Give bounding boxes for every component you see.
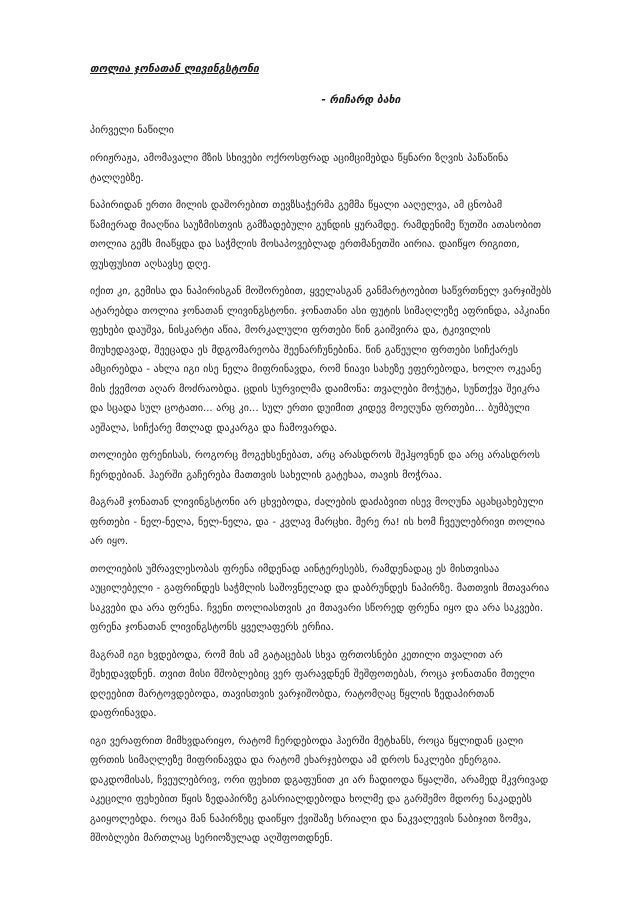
paragraph: თოლიების უმრავლესობას ფრენა იმდენად აინტერესებს, რამდენადაც ეს მისთვისაა აუცილებელი - გაფრინდეს საჭმლის საშოვნელად და დაბრუნდეს ნაპირზე. მათთვის მთავარია საკვები და არა ფრენა. ჩვენი თოლიასთვის კი მთავარი სწორედ ფრენა იყო და არა საკვები. ფრენა ჯონათან ლივინგსტონს ყველაფერს ერჩია. [90, 563, 550, 633]
document-page [90, 62, 552, 857]
paragraph: მაგრამ ჯონათან ლივინგსტონი არ ცხვებოდა, ძალების დაძაბვით ისევ მოღუნა აცახცახებული ფრთები - ნელ-ნელა, ნელ-ნელა, და - კვლავ მარცხი. მერე რა! ის ხომ ჩვეულებრივი თოლია არ იყო. [90, 497, 545, 547]
part-heading: პირველი ნაწილი [90, 125, 174, 136]
paragraph: ნაპირიდან ერთი მილის დაშორებით თევზსაჭერმა გემმა წყალი ააღელვა, ამ ცნობამ წამიერად მიაღწია საუზმისთვის გამზადებული გუნდის ყურამდე. რამდენიმე წუთში ათასობით თოლია გემს მიაწყდა და საჭმლის მოსაპოვებლად ერთმანეთში აირია. დაიწყო რიგითი, ფუსფუსით აღსავსე დღე. [90, 200, 542, 270]
paragraph: თოლიები ფრენისას, როგორც მოგეხსენებათ, არც არასდროს შეჰყოვნენ და არც არასდროს ჩერდებიან. ჰაერში გაჩერება მათთვის სახელის გატეხაა, თავის მოჭრაა. [90, 450, 540, 481]
document-title: თოლია ჯონათან ლივინგსტონი [90, 63, 259, 75]
paragraph: იქით კი, გემისა და ნაპირისგან მოშორებით, ყველასგან განმარტოებით საწვრთნელ ვარჯიშებს ატარებდა თოლია ჯონათან ლივინგსტონი. ჯონათანი ასი ფუტის სიმაღლეზე აფრინდა, აპკიანი ფეხები დაუშვა, ნისკარტი აწია, მორკალული ფრთები წინ გაიშვირა და, ტკივილის მიუხედავად, შეეცადა ეს მდგომარეობა შეენარჩუნებინა. წინ გაწეული ფრთები სიჩქარეს ამცირებდა - ახლა იგი ისე ნელა მიფრინავდა, რომ ნიავი სახეზე ეფერებოდა, ხოლო ოკეანე მის ქვემოთ აღარ მოძრაობდა. ცდის სურვილმა დაიმონა: თვალები მოჭუტა, სუნთქვა შეიკრა და სცადა სულ ცოტათი... არც კი... სულ ერთი დუიმით კიდევ მოეღუნა ფრთები... ბუმბული აეშალა, სიჩქარე მთლად დაკარგა და ჩამოვარდა. [90, 286, 552, 434]
paragraph: მაგრამ იგი ხვდებოდა, რომ მის ამ გატაცებას სხვა ფრთოსნები კეთილი თვალით არ შეხედავდნენ. თვით მისი მშობლებიც ვერ ფარავდნენ შეშფოთებას, როცა ჯონათანი მთელი დღეებით მარტოვდებოდა, თავისთვის ვარჯიშობდა, რატომღაც წყლის ზედაპირთან დაფრინავდა. [90, 649, 535, 719]
paragraph: ირიჟრაჟა, ამომავალი მზის სხივები ოქროსფრად აციმციმებდა წყნარი ზღვის პაწაწინა ტალღებზე. [90, 153, 509, 184]
document-author: - რიჩარდ ბახი [321, 94, 401, 106]
paragraph: იგი ვერაფრით მიმხვდარიყო, რატომ ჩერდებოდა ჰაერში მეტხანს, როცა წყლიდან ცალი ფრთის სიმაღლეზე მიფრინავდა და რატომ ეხარჯებოდა ამ დროს ნაკლები ენერგია. დაკდომისას, ჩვეულებრივ, ორი ფეხით დგაფუნით კი არ ჩადიოდა წყალში, არამედ მკვრივად აკეცილი ფეხებით წყის ზედაპირზე გასრიალდებოდა ხოლმე და გარშემო მდორე ნაკადებს გაიყოლებდა. როცა მან ნაპირზეც დაიწყო ქვიშაზე სრიალი და ნაკვალევის ნაბიჯით ზომვა, მშობლები მართლაც სერიოზულად აღშფოთდნენ. [90, 735, 549, 844]
